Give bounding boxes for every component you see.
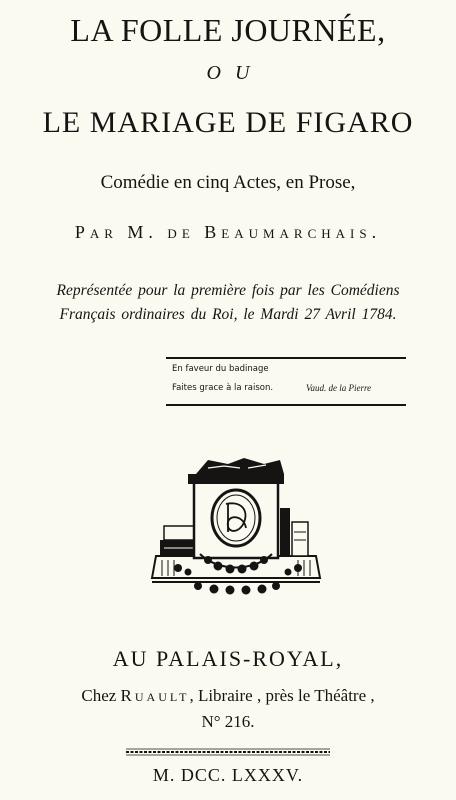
ornamental-rule-icon <box>126 748 330 756</box>
publisher-name: Ruault <box>120 686 190 705</box>
monogram-ornament-icon <box>148 456 324 596</box>
imprint-publisher <box>0 686 456 706</box>
publication-date: M. DCC. LXXXV. <box>152 765 304 785</box>
subtitle: Comédie en cinq Actes, en Prose, <box>100 172 356 193</box>
imprint-place: AU PALAIS-ROYAL, <box>112 646 344 671</box>
epigraph-source: Vaud. de la Pierre <box>306 383 372 393</box>
publisher-prefix: Chez <box>81 686 117 705</box>
epigraph-rule-bottom <box>166 404 406 406</box>
epigraph-rule-top <box>166 357 406 359</box>
epigraph-line-2: Faites grace à la raison. <box>172 383 274 393</box>
performance-line-1: Représentée pour la première fois par les Comédiens <box>56 282 400 299</box>
imprint-number: N° 216. <box>201 712 255 731</box>
author-line: Par M. de Beaumarchais. <box>74 222 382 242</box>
performance-line-2: Français ordinaires du Roi, le Mardi 27 Avril 1784. <box>59 306 397 323</box>
title-line-2: LE MARIAGE DE FIGARO <box>42 106 414 139</box>
title-line-1: LA FOLLE JOURNÉE, <box>70 12 386 48</box>
publisher-suffix: , Libraire , près le Théâtre , <box>189 686 375 705</box>
title-connector: OU <box>206 62 264 84</box>
epigraph-line-1: En faveur du badinage <box>172 364 269 374</box>
